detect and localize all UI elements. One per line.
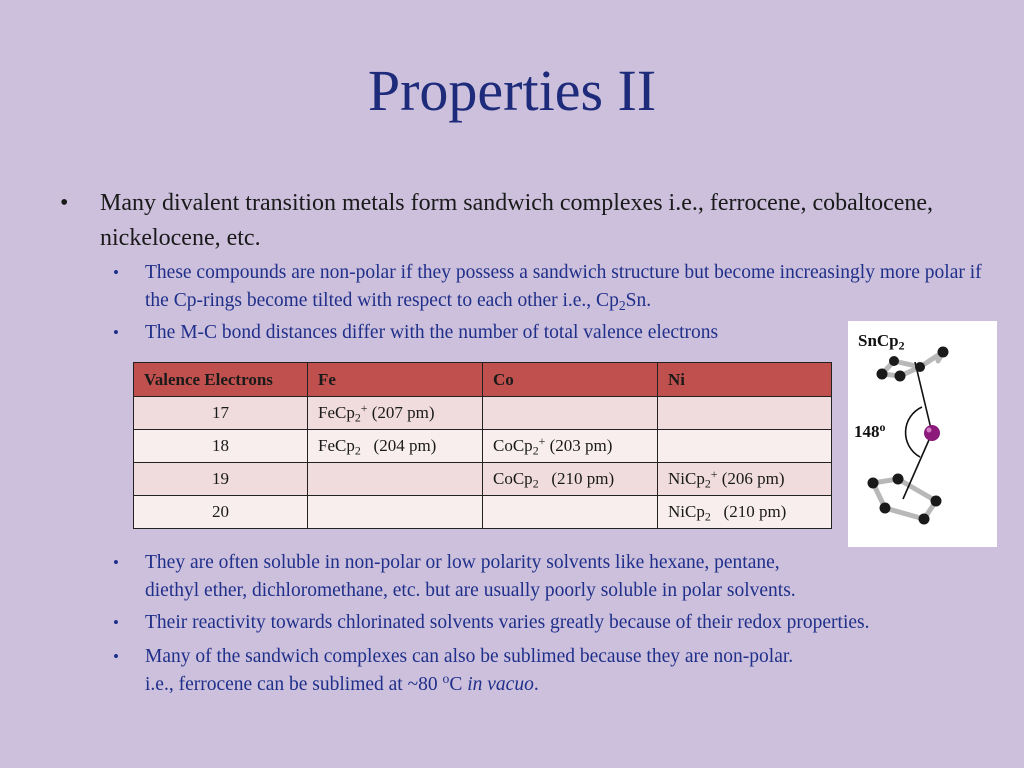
sub-bullet-sublimation-line1: Many of the sandwich complexes can also be sublimed because they are non-polar. bbox=[145, 646, 794, 667]
cell-ni bbox=[658, 430, 832, 463]
sub-bullet-reactivity bbox=[113, 609, 1003, 637]
cell-fe: FeCp$_2$ (204 pm) bbox=[308, 430, 483, 463]
bullet-dot: • bbox=[113, 553, 119, 572]
molecule-drawing bbox=[848, 321, 997, 547]
sub-bullet-sublimation-line2: i.e., ferrocene can be sublimed at ~80 $^o$C in vacuo. bbox=[145, 671, 539, 695]
bullet-main bbox=[60, 186, 960, 256]
sub-bullet-sublimation bbox=[113, 643, 1003, 699]
valence-table bbox=[133, 362, 832, 529]
angle-label: 148$^o$ bbox=[854, 420, 886, 441]
cell-co bbox=[483, 397, 658, 430]
bullet-dot: • bbox=[113, 613, 119, 632]
sub-bullet-bond-text: The M-C bond distances differ with the number of total valence electrons bbox=[145, 322, 719, 343]
tin-atom-highlight bbox=[927, 428, 932, 433]
bullet-dot: • bbox=[60, 190, 69, 216]
bullet-dot: • bbox=[113, 323, 119, 342]
cell-co: CoCp$_2$ (210 pm) bbox=[483, 463, 658, 496]
bullet-main-text: Many divalent transition metals form sandwich complexes i.e., ferrocene, cobaltocene, nickelocene, etc. bbox=[100, 190, 934, 251]
lower-cp-ring bbox=[873, 479, 936, 519]
slide-title: Properties II bbox=[367, 58, 657, 123]
header-co: Co bbox=[483, 363, 658, 397]
sub-bullet-polarity-text: These compounds are non-polar if they possess a sandwich structure but become increasingly more polar if the Cp-rings become tilted with respect to each other i.e., Cp bbox=[145, 262, 982, 311]
cell-fe bbox=[308, 496, 483, 529]
angle-arc bbox=[906, 407, 922, 457]
cell-ve: 18 bbox=[134, 430, 308, 463]
table-row bbox=[134, 496, 832, 529]
bullet-dot: • bbox=[113, 647, 119, 666]
sub-bullet-polarity: • These compounds are non-polar if they possess a sandwich structure but become increasingly more polar if the Cp-rings become tilted with respect to each other i.e., $Cp_2Sn$. bbox=[113, 259, 1003, 315]
sub-bullet-solubility-line1: They are often soluble in non-polar or low polarity solvents like hexane, pentane, bbox=[145, 552, 780, 573]
cell-co: CoCp$_2$+ (203 pm) bbox=[483, 430, 658, 463]
header-valence: Valence Electrons bbox=[134, 363, 308, 397]
header-fe: Fe bbox=[308, 363, 483, 397]
tin-atom bbox=[924, 425, 940, 441]
header-ni: Ni bbox=[658, 363, 832, 397]
sncp2-structure-figure bbox=[848, 321, 997, 547]
bullet-dot: • bbox=[113, 263, 119, 282]
cell-ni: NiCp$_2$ (210 pm) bbox=[658, 496, 832, 529]
table-row bbox=[134, 430, 832, 463]
cell-ve: 17 bbox=[134, 397, 308, 430]
table-row bbox=[134, 463, 832, 496]
cell-ni: NiCp$_2$+ (206 pm) bbox=[658, 463, 832, 496]
sub-bullet-solubility-line2: diethyl ether, dichloromethane, etc. but are usually poorly soluble in polar solvents. bbox=[145, 580, 796, 601]
cell-ve: 20 bbox=[134, 496, 308, 529]
figure-label: SnCp$_2$ bbox=[858, 331, 905, 353]
cell-ni bbox=[658, 397, 832, 430]
cell-fe: FeCp$_2$+ (207 pm) bbox=[308, 397, 483, 430]
sub-bullet-reactivity-text: Their reactivity towards chlorinated solvents varies greatly because of their redox properties. bbox=[145, 612, 870, 633]
cell-co bbox=[483, 496, 658, 529]
table-header-row bbox=[134, 363, 832, 397]
cell-ve: 19 bbox=[134, 463, 308, 496]
cell-fe bbox=[308, 463, 483, 496]
sub-bullet-bond-distances bbox=[113, 319, 833, 347]
sub-bullet-solubility bbox=[113, 549, 1003, 605]
table-row bbox=[134, 397, 832, 430]
